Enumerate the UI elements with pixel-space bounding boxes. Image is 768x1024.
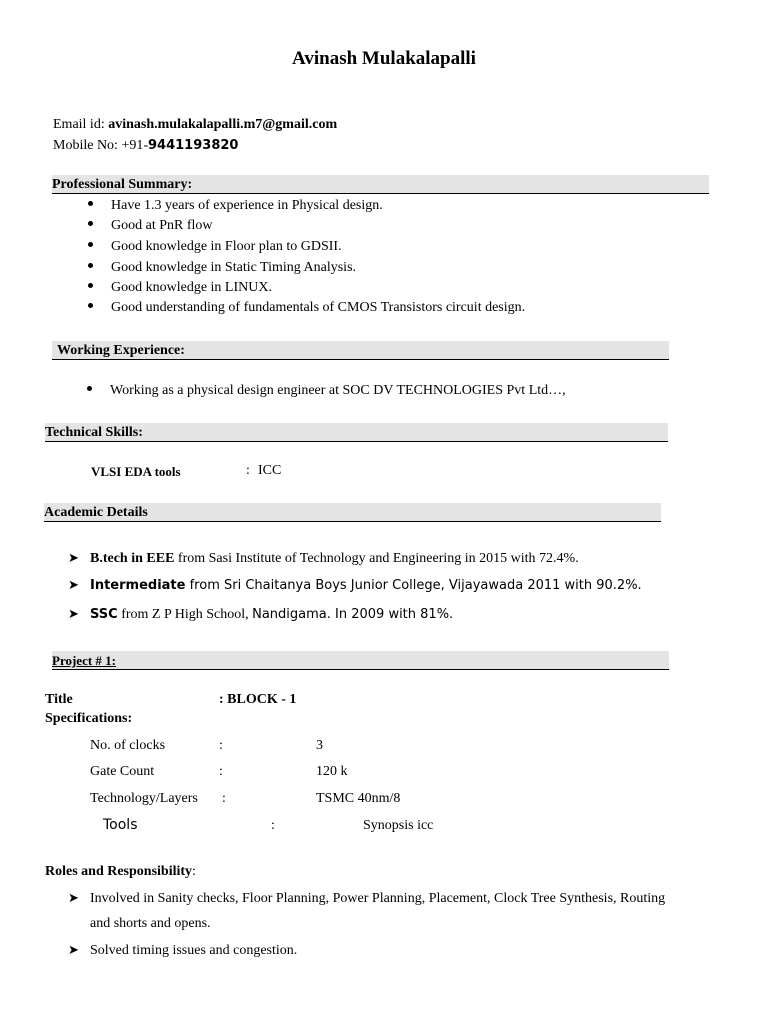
email-line <box>53 117 337 133</box>
skills-value: ICC <box>258 463 282 478</box>
summary-item: Good at PnR flow <box>88 218 213 234</box>
summary-item: Have 1.3 years of experience in Physical design. <box>88 198 383 214</box>
roles-item-continuation: and shorts and opens. <box>90 916 211 931</box>
project-heading: Project # 1: <box>52 651 669 670</box>
spec-value: TSMC 40nm/8 <box>316 791 401 806</box>
roles-item: ➤ Solved timing issues and congestion. <box>68 942 298 958</box>
experience-heading: Working Experience: <box>52 341 669 360</box>
academic-heading: Academic Details <box>44 503 661 522</box>
academic-item: ➤ SSC from Z P High School, Nandigama. In 2009 with 81%. <box>68 606 454 622</box>
spec-separator: : <box>219 738 223 753</box>
arrow-bullet-icon: ➤ <box>68 606 79 621</box>
summary-item: Good knowledge in Static Timing Analysis. <box>88 260 356 276</box>
spec-separator: : <box>271 818 275 833</box>
summary-item: Good knowledge in Floor plan to GDSII. <box>88 239 342 255</box>
project-spec-label: Specifications: <box>45 711 133 726</box>
email-value: avinash.mulakalapalli.m7@gmail.com <box>108 117 338 132</box>
bullet-icon <box>88 242 93 247</box>
spec-separator: : <box>219 764 223 779</box>
academic-item: ➤ B.tech in EEE from Sasi Institute of Technology and Engineering in 2015 with 72.4%. <box>68 550 579 566</box>
roles-heading: Roles and Responsibility: <box>45 864 196 879</box>
arrow-bullet-icon: ➤ <box>68 890 79 905</box>
spec-label: Technology/Layers <box>90 791 198 806</box>
arrow-bullet-icon: ➤ <box>68 578 79 593</box>
mobile-value: 9441193820 <box>148 138 239 153</box>
project-title-value: : BLOCK - 1 <box>219 692 297 707</box>
skills-heading: Technical Skills: <box>45 423 668 442</box>
summary-heading: Professional Summary: <box>52 175 709 194</box>
experience-item: Working as a physical design engineer at SOC DV TECHNOLOGIES Pvt Ltd…, <box>87 383 566 399</box>
spec-label: Tools <box>103 817 138 833</box>
bullet-icon <box>88 303 93 308</box>
bullet-icon <box>88 201 93 206</box>
spec-value: Synopsis icc <box>363 818 434 833</box>
arrow-bullet-icon: ➤ <box>68 942 79 957</box>
bullet-icon <box>87 386 92 391</box>
bullet-icon <box>88 263 93 268</box>
summary-item: Good understanding of fundamentals of CMOS Transistors circuit design. <box>88 300 525 316</box>
spec-value: 120 k <box>316 764 348 779</box>
candidate-name: Avinash Mulakalapalli <box>292 48 476 69</box>
academic-item: ➤ Intermediate from Sri Chaitanya Boys Junior College, Vijayawada 2011 with 90.2%. <box>68 578 642 593</box>
spec-separator: : <box>222 791 226 806</box>
bullet-icon <box>88 221 93 226</box>
arrow-bullet-icon: ➤ <box>68 550 79 565</box>
spec-label: No. of clocks <box>90 738 166 753</box>
project-title-label: Title <box>45 692 73 707</box>
skills-label: VLSI EDA tools <box>91 464 181 479</box>
skills-separator: : <box>246 463 250 478</box>
roles-item: ➤ Involved in Sanity checks, Floor Planning, Power Planning, Placement, Clock Tree Synthesis, Routing <box>68 890 666 906</box>
summary-item: Good knowledge in LINUX. <box>88 280 272 296</box>
spec-label: Gate Count <box>90 764 155 779</box>
email-label: Email id: <box>53 117 109 132</box>
spec-value: 3 <box>316 738 323 753</box>
mobile-label: Mobile No: +91- <box>53 138 148 153</box>
bullet-icon <box>88 283 93 288</box>
mobile-line <box>53 138 238 154</box>
